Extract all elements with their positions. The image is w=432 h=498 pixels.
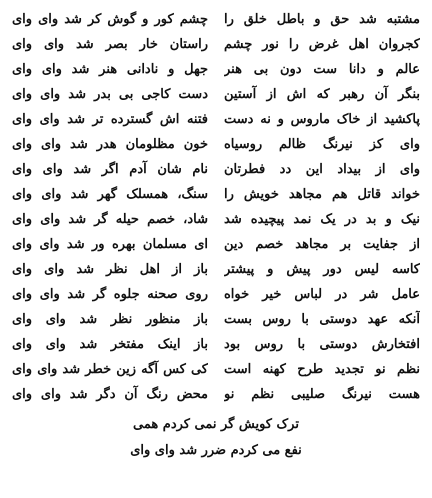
first-hemistich: وای کز نیرنگ ظالم روسیاه: [224, 137, 420, 152]
couplet: [12, 83, 420, 107]
couplet: [12, 133, 420, 157]
first-hemistich: آنکه عهد دوستی با روس بست: [224, 312, 420, 327]
couplet: [12, 308, 420, 332]
couplet: [12, 208, 420, 232]
second-hemistich: محض رنگ آن دگر شد وای وای: [12, 387, 208, 402]
second-hemistich: دست کاجی بی بدر شد وای وای: [12, 87, 208, 102]
second-hemistich: شاد، خصم حیله گر شد وای وای: [12, 212, 208, 227]
second-hemistich: کی کس آگه زین خطر شد وای وای: [12, 362, 208, 377]
closing-line: ترک کویش گر نمی کردم همی: [133, 417, 299, 432]
second-hemistich: سنگ، همسلک گهر شد وای وای: [12, 187, 208, 202]
first-hemistich: بنگر آن رهبر که اش از آستین: [224, 87, 420, 102]
couplet: [12, 258, 420, 282]
first-hemistich: از جفایت بر مجاهد خصم دین: [224, 237, 420, 252]
second-hemistich: ای مسلمان بهره ور شد وای وای: [12, 237, 208, 252]
second-hemistich: خون مظلومان هدر شد وای وای: [12, 137, 208, 152]
second-hemistich: راستان خار بصر شد وای وای: [12, 37, 208, 52]
couplet: [12, 58, 420, 82]
first-hemistich: پاکشید از خاک ماروس و نه دست: [224, 112, 420, 127]
first-hemistich: عالم و دانا ست دون بی هنر: [224, 62, 420, 77]
couplet: [12, 183, 420, 207]
couplet: [12, 158, 420, 182]
first-hemistich: کاسه لیس دور پیش و پیشتر: [224, 262, 420, 277]
first-hemistich: وای از بیداد این دد فطرتان: [224, 162, 420, 177]
second-hemistich: نام شان آدم اگر شد وای وای: [12, 162, 208, 177]
first-hemistich: افتخارش دوستی با روس بود: [224, 337, 420, 352]
first-hemistich: مشتبه شد حق و باطل خلق را: [224, 12, 420, 27]
couplet: [12, 383, 420, 407]
couplet: [12, 333, 420, 357]
second-hemistich: باز از اهل نظر شد وای وای: [12, 262, 208, 277]
couplet: [12, 233, 420, 257]
second-hemistich: روی صحنه جلوه گر شد وای وای: [12, 287, 208, 302]
first-hemistich: خواند قاتل هم مجاهد خویش را: [224, 187, 420, 202]
first-hemistich: نظم نو تجدید طرح کهنه است: [224, 362, 420, 377]
second-hemistich: باز اینک مفتخر شد وای وای: [12, 337, 208, 352]
second-hemistich: جهل و نادانی هنر شد وای وای: [12, 62, 208, 77]
first-hemistich: نیک و بد در یک نمد پیچیده شد: [224, 212, 420, 227]
first-hemistich: هست نیرنگ صلیبی نظم نو: [224, 387, 420, 402]
couplet: [12, 8, 420, 32]
second-hemistich: فتنه اش گسترده تر شد وای وای: [12, 112, 208, 127]
second-hemistich: باز منظور نظر شد وای وای: [12, 312, 208, 327]
first-hemistich: کجروان اهل غرض را نور چشم: [224, 37, 420, 52]
first-hemistich: عامل شر در لباس خیر خواه: [224, 287, 420, 302]
closing-line: نفع می کردم ضرر شد وای وای: [130, 443, 302, 458]
couplet: [12, 33, 420, 57]
couplet: [12, 358, 420, 382]
couplet: [12, 108, 420, 132]
second-hemistich: چشم کور و گوش کر شد وای وای: [12, 12, 208, 27]
couplet: [12, 283, 420, 307]
